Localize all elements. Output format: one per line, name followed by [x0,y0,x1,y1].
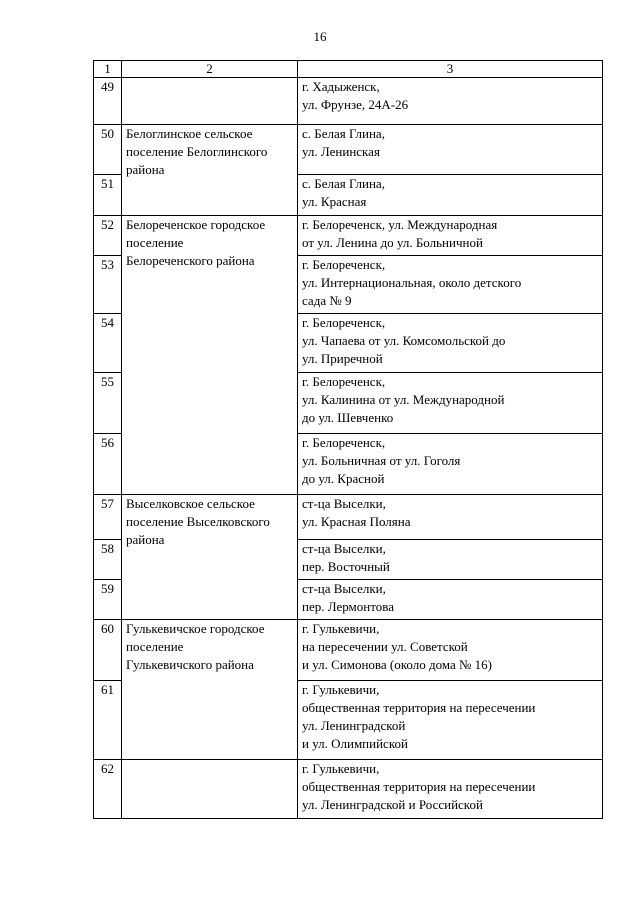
address-cell [298,125,603,175]
address-line: ст-ца Выселки, [302,541,386,556]
table-row [94,125,603,175]
settlement-line: Белореченского района [126,253,255,268]
address-line: ул. Больничная от ул. Гоголя [302,453,461,468]
settlement-cell-empty [122,78,298,125]
address-line: ул. Фрунзе, 24А-26 [302,97,409,112]
address-cell [298,580,603,620]
row-number: 59 [94,580,122,620]
row-number: 61 [94,681,122,760]
address-line: до ул. Красной [302,471,385,486]
settlement-cell [122,125,298,216]
header-col-2: 2 [122,61,298,78]
address-cell [298,540,603,580]
settlement-line: района [126,162,165,177]
address-line: г. Хадыженск, [302,79,380,94]
address-cell [298,373,603,434]
address-line: ул. Приречной [302,351,383,366]
address-line: ул. Калинина от ул. Международной [302,392,505,407]
settlement-line: района [126,532,165,547]
header-col-3: 3 [298,61,603,78]
address-line: г. Гулькевичи, [302,682,380,697]
address-cell [298,256,603,314]
address-line: с. Белая Глина, [302,176,385,191]
address-line: ул. Ленинградской и Российской [302,797,483,812]
address-line: ст-ца Выселки, [302,581,386,596]
table-row [94,216,603,256]
row-number: 56 [94,434,122,495]
table-row [94,760,603,819]
table-row [94,620,603,681]
settlement-cell-empty [122,760,298,819]
row-number: 50 [94,125,122,175]
settlement-line: Белореченское городское [126,217,266,232]
address-line: г. Гулькевичи, [302,621,380,636]
settlement-cell [122,620,298,760]
address-line: с. Белая Глина, [302,126,385,141]
address-line: ул. Красная Поляна [302,514,411,529]
row-number: 57 [94,495,122,540]
address-line: и ул. Олимпийской [302,736,408,751]
address-line: г. Белореченск, [302,257,386,272]
settlement-line: поселение [126,235,184,250]
address-line: ул. Интернациональная, около детского [302,275,522,290]
address-line: г. Белореченск, [302,435,386,450]
row-number: 53 [94,256,122,314]
row-number: 54 [94,314,122,373]
settlement-line: поселение Выселковского [126,514,270,529]
address-line: сада № 9 [302,293,352,308]
table-row [94,495,603,540]
address-line: ул. Ленинская [302,144,380,159]
address-line: общественная территория на пересечении [302,700,536,715]
address-line: от ул. Ленина до ул. Больничной [302,235,483,250]
address-cell [298,760,603,819]
address-cell [298,175,603,216]
address-line: г. Белореченск, [302,374,386,389]
address-line: ст-ца Выселки, [302,496,386,511]
address-cell [298,216,603,256]
row-number: 51 [94,175,122,216]
address-cell [298,495,603,540]
address-line: г. Белореченск, [302,315,386,330]
address-line: ул. Чапаева от ул. Комсомольской до [302,333,506,348]
locations-table [93,60,603,819]
table-row [94,78,603,125]
address-line: пер. Лермонтова [302,599,394,614]
header-col-1: 1 [94,61,122,78]
address-line: и ул. Симонова (около дома № 16) [302,657,492,672]
row-number: 58 [94,540,122,580]
settlement-line: Выселковское сельское [126,496,255,511]
address-cell [298,620,603,681]
address-line: г. Гулькевичи, [302,761,380,776]
settlement-line: Белоглинское сельское [126,126,253,141]
row-number: 49 [94,78,122,125]
address-line: пер. Восточный [302,559,390,574]
page-number: 16 [313,29,327,44]
row-number: 55 [94,373,122,434]
settlement-cell [122,495,298,620]
settlement-line: Гулькевичского района [126,657,254,672]
address-line: ул. Красная [302,194,367,209]
address-cell [298,434,603,495]
settlement-line: поселение Белоглинского [126,144,268,159]
address-cell [298,78,603,125]
address-line: г. Белореченск, ул. Международная [302,217,498,232]
row-number: 52 [94,216,122,256]
settlement-line: поселение [126,639,184,654]
row-number: 62 [94,760,122,819]
settlement-cell [122,216,298,495]
address-line: до ул. Шевченко [302,410,394,425]
row-number: 60 [94,620,122,681]
address-line: общественная территория на пересечении [302,779,536,794]
settlement-line: Гулькевичское городское [126,621,265,636]
table-header-row [94,61,603,78]
address-line: на пересечении ул. Советской [302,639,468,654]
address-line: ул. Ленинградской [302,718,406,733]
address-cell [298,681,603,760]
address-cell [298,314,603,373]
